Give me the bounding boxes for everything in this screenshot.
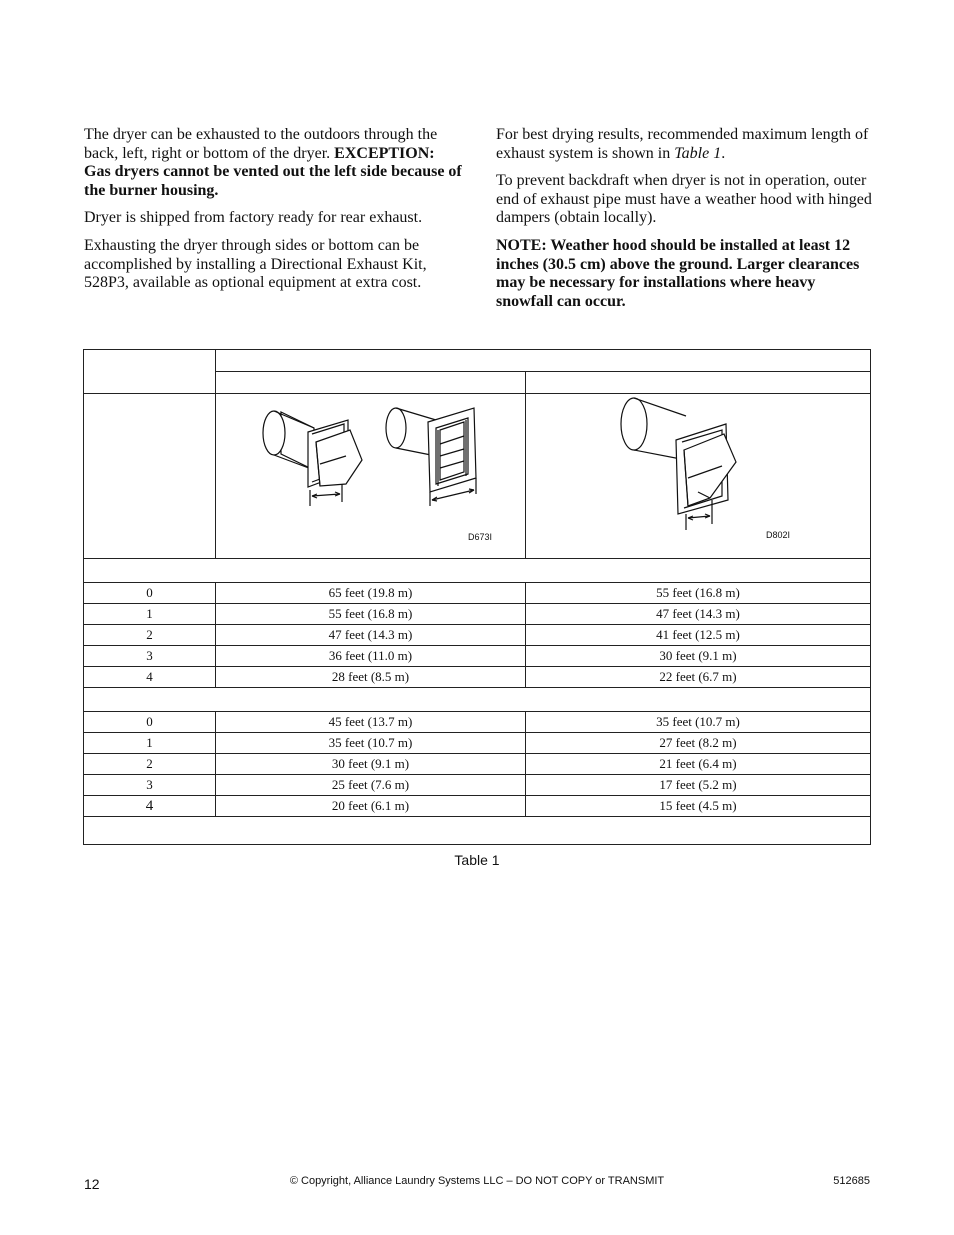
section-header-row-1 (84, 559, 871, 583)
elbow-count-cell: 3 (84, 646, 216, 667)
table-row (84, 667, 871, 688)
weather-hood-note: NOTE: Weather hood should be installed at least 12 inches (30.5 cm) above the ground. Larger clearances may be necessary for installations where heavy snowfall can occur. (496, 236, 860, 310)
section-header-cell (84, 559, 871, 583)
table-reference: Table 1 (674, 144, 722, 162)
figure-code-right: D802I (766, 530, 791, 540)
table-footer-cell (84, 817, 871, 845)
length-cell: 30 feet (9.1 m) (216, 754, 526, 775)
intro-paragraph-4: For best drying results, recommended maximum length of exhaust system is shown in Table 1. (496, 126, 869, 162)
length-cell: 28 feet (8.5 m) (216, 667, 526, 688)
table-row (84, 583, 871, 604)
elbow-count-cell: 1 (84, 604, 216, 625)
length-cell: 36 feet (11.0 m) (216, 646, 526, 667)
length-cell: 22 feet (6.7 m) (526, 667, 871, 688)
length-cell: 65 feet (19.8 m) (216, 583, 526, 604)
table-row (84, 604, 871, 625)
copyright-notice: © Copyright, Alliance Laundry Systems LLC – DO NOT COPY or TRANSMIT (289, 1175, 665, 1187)
table-header-row-1 (84, 350, 871, 372)
length-cell: 47 feet (14.3 m) (216, 625, 526, 646)
elbow-count-cell: 2 (84, 625, 216, 646)
header-left-cell (216, 372, 526, 394)
figure-label-cell (84, 394, 216, 559)
header-right-cell (526, 372, 871, 394)
length-cell: 20 feet (6.1 m) (216, 796, 526, 817)
table-row (84, 625, 871, 646)
length-cell: 15 feet (4.5 m) (526, 796, 871, 817)
intro-paragraph-1: The dryer can be exhausted to the outdoors through the back, left, right or bottom of the dryer. EXCEPTION: Gas dryers cannot be vented out the left side because of the burner housing. (84, 126, 462, 199)
length-cell: 25 feet (7.6 m) (216, 775, 526, 796)
intro-paragraph-5: To prevent backdraft when dryer is not in operation, outer end of exhaust pipe must have a weather hood with hinged dampers (obtain locally). (496, 172, 872, 227)
intro-right-column (496, 126, 872, 320)
length-cell: 55 feet (16.8 m) (216, 604, 526, 625)
length-cell: 41 feet (12.5 m) (526, 625, 871, 646)
length-cell: 45 feet (13.7 m) (216, 712, 526, 733)
page-number: 12 (84, 1176, 100, 1192)
intro-paragraph-3: Exhausting the dryer through sides or bottom can be accomplished by installing a Directional Exhaust Kit, 528P3, available as optional equipment at extra cost. (84, 236, 427, 292)
elbow-count-cell: 3 (84, 775, 216, 796)
intro-paragraph-2: Dryer is shipped from factory ready for rear exhaust. (84, 209, 423, 227)
table-figure-row (84, 394, 871, 559)
document-number: 512685 (833, 1175, 870, 1187)
intro-left-column (84, 126, 464, 302)
table-caption: Table 1 (454, 852, 500, 868)
length-cell: 30 feet (9.1 m) (526, 646, 871, 667)
section-header-row-2 (84, 688, 871, 712)
elbow-count-cell: 4 (84, 796, 216, 817)
hooded-vent-illustration (526, 394, 870, 558)
elbow-count-cell: 1 (84, 733, 216, 754)
length-cell: 55 feet (16.8 m) (526, 583, 871, 604)
exhaust-length-table (83, 349, 871, 845)
elbow-count-cell: 4 (84, 667, 216, 688)
length-cell: 17 feet (5.2 m) (526, 775, 871, 796)
length-cell: 35 feet (10.7 m) (216, 733, 526, 754)
figure-code-left: D673I (468, 532, 493, 542)
table-row (84, 754, 871, 775)
length-cell: 47 feet (14.3 m) (526, 604, 871, 625)
section-header-cell (84, 688, 871, 712)
table-row (84, 775, 871, 796)
table-row (84, 646, 871, 667)
exception-note: EXCEPTION: Gas dryers cannot be vented out the left side because of the burner housing. (84, 144, 462, 199)
table-row (84, 796, 871, 817)
elbow-count-cell: 0 (84, 583, 216, 604)
table-footer-row (84, 817, 871, 845)
figure-right-cell (526, 394, 871, 559)
elbow-count-cell: 0 (84, 712, 216, 733)
length-cell: 21 feet (6.4 m) (526, 754, 871, 775)
table-row (84, 733, 871, 754)
length-cell: 35 feet (10.7 m) (526, 712, 871, 733)
table-row (84, 712, 871, 733)
figure-left-cell (216, 394, 526, 559)
header-span-cell (216, 350, 871, 372)
header-corner-cell (84, 350, 216, 394)
elbow-count-cell: 2 (84, 754, 216, 775)
length-cell: 27 feet (8.2 m) (526, 733, 871, 754)
